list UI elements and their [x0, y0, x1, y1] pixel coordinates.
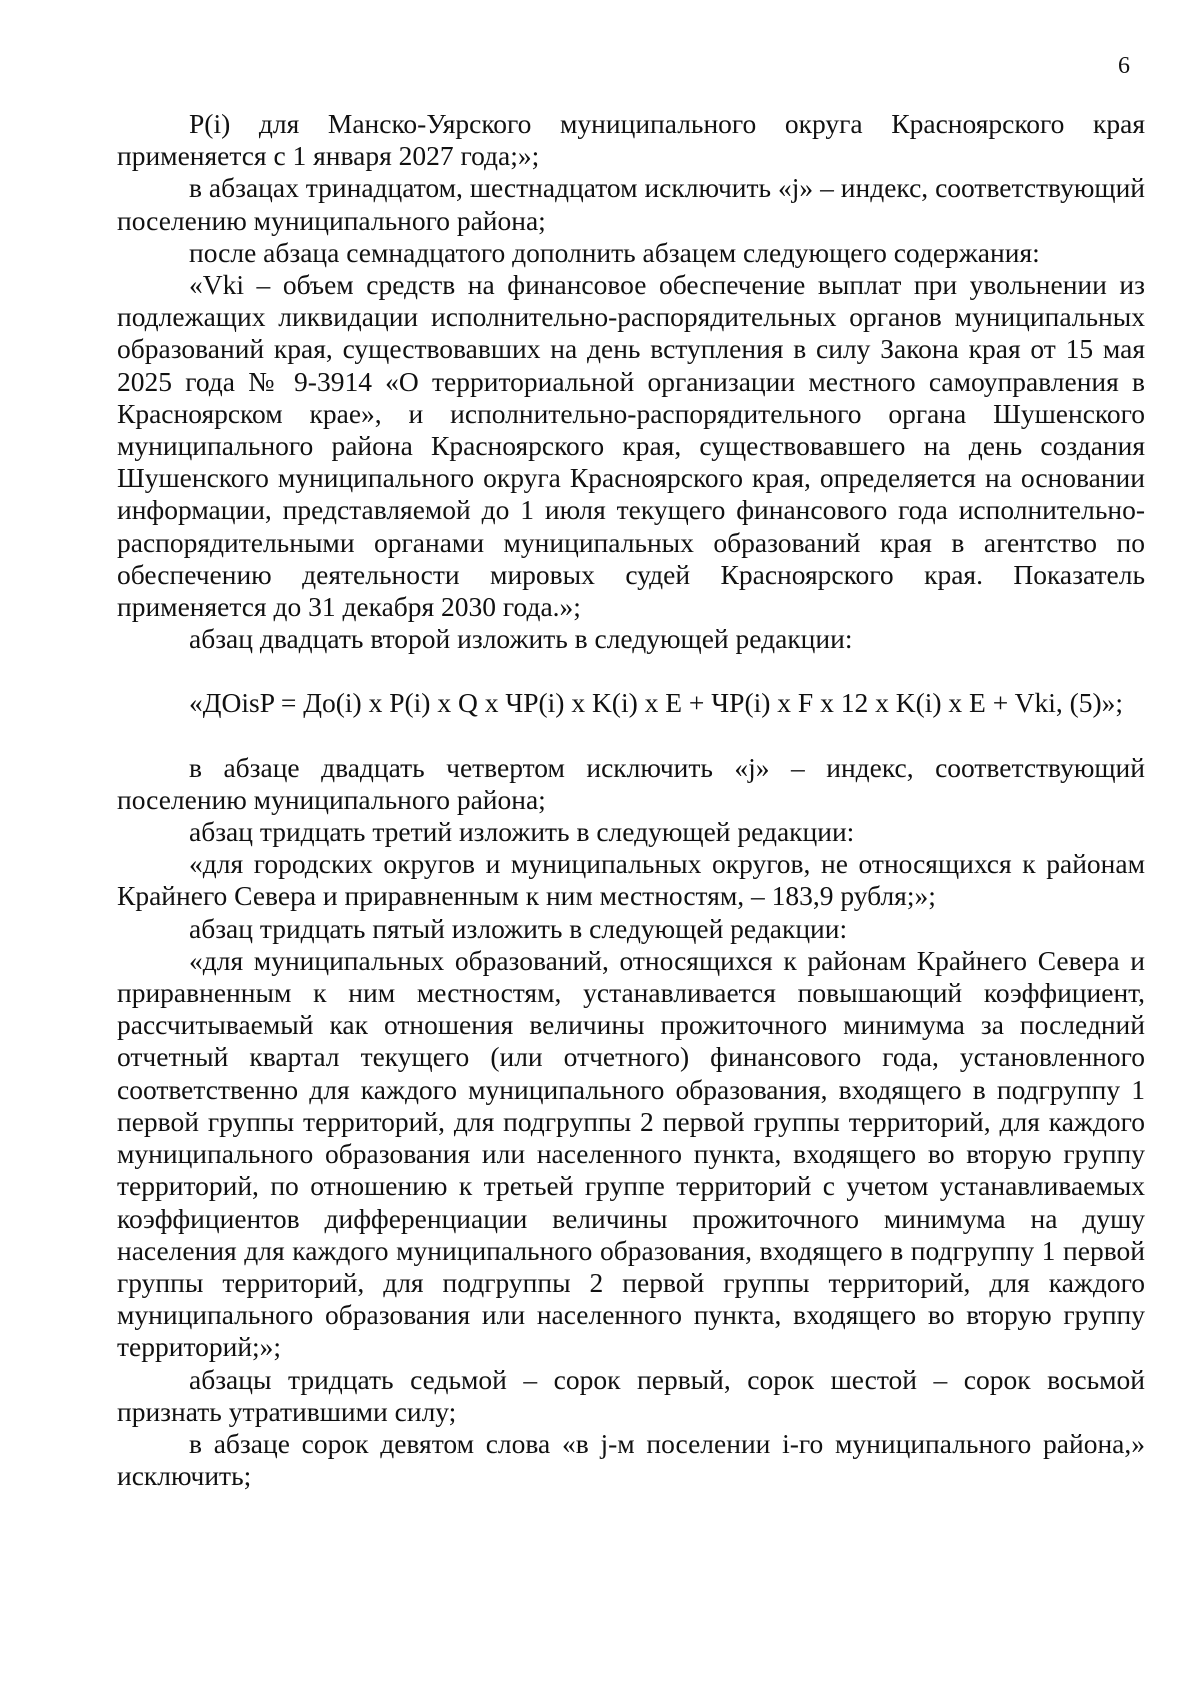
paragraph-invalidated: абзацы тридцать седьмой – сорок первый, сорок шестой – сорок восьмой признать утратившими силу;	[117, 1363, 1145, 1427]
formula-5: «ДОisP = До(i) x P(i) x Q x ЧР(i) x K(i) x E + ЧР(i) x F x 12 x K(i) x E + Vki, (5)»;	[189, 687, 1124, 719]
paragraph-exclude-j-13-16: в абзацах тринадцатом, шестнадцатом исключить «j» – индекс, соответствующий поселению муниципального района;	[117, 172, 1145, 236]
paragraph-p-i-applies: P(i) для Манско-Уярского муниципального округа Красноярского края применяется с 1 января 2027 года;»;	[117, 108, 1145, 172]
paragraph-183-9-rub: «для городских округов и муниципальных округов, не относящихся к районам Крайнего Севера и приравненным к ним местностям, – 183,9 рубля;»;	[117, 848, 1145, 912]
spacer	[117, 720, 1145, 752]
paragraph-north-coefficient: «для муниципальных образований, относящихся к районам Крайнего Севера и приравненным к ним местностям, устанавливается повышающий коэффициент, рассчитываемый как отношения величины прожиточного минимума за последний отчетный квартал текущего (или отчетного) финансового года, установленного соответственно для каждого муниципального образования, входящего в подгруппу 1 первой группы территорий, для подгруппы 2 первой группы территорий, для каждого муниципального образования или населенного пункта, входящего во вторую группу территорий, по отношению к третьей группе территорий с учетом устанавливаемых коэффициентов дифференциации величины прожиточного минимума на душу населения для каждого муниципального образования, входящего в подгруппу 1 первой группы территорий, для подгруппы 2 первой группы территорий, для каждого муниципального образования или населенного пункта, входящего во вторую группу территорий;»;	[117, 944, 1145, 1363]
paragraph-vki-definition: «Vki – объем средств на финансовое обеспечение выплат при увольнении из подлежащих ликвидации исполнительно-распорядительных органов муниципальных образований края, существовавших на день вступления в силу Закона края от 15 мая 2025 года № 9-3914 «О территориальной организации местного самоуправления в Красноярском крае», и исполнительно-распорядительного органа Шушенского муниципального района Красноярского края, существовавшего на день создания Шушенского муниципального округа Красноярского края, определяется на основании информации, представляемой до 1 июля текущего финансового года исполнительно-распорядительными органами муниципальных образований края в агентство по обеспечению деятельности мировых судей Красноярского края. Показатель применяется до 31 декабря 2030 года.»;	[117, 269, 1145, 623]
page-number: 6	[1118, 53, 1130, 79]
paragraph-49-exclude-words: в абзаце сорок девятом слова «в j-м поселении i-го муниципального района,» исключить;	[117, 1427, 1145, 1492]
paragraph-exclude-j-24: в абзаце двадцать четвертом исключить «j» – индекс, соответствующий поселению муниципального района;	[117, 751, 1145, 815]
document-body	[117, 108, 1145, 1492]
paragraph-35-new-edition: абзац тридцать пятый изложить в следующей редакции:	[189, 912, 848, 944]
paragraph-22-new-edition: абзац двадцать второй изложить в следующей редакции:	[189, 623, 853, 655]
paragraph-after-17: после абзаца семнадцатого дополнить абзацем следующего содержания:	[189, 236, 1040, 268]
paragraph-33-new-edition: абзац тридцать третий изложить в следующей редакции:	[189, 816, 855, 848]
spacer	[117, 655, 1145, 687]
